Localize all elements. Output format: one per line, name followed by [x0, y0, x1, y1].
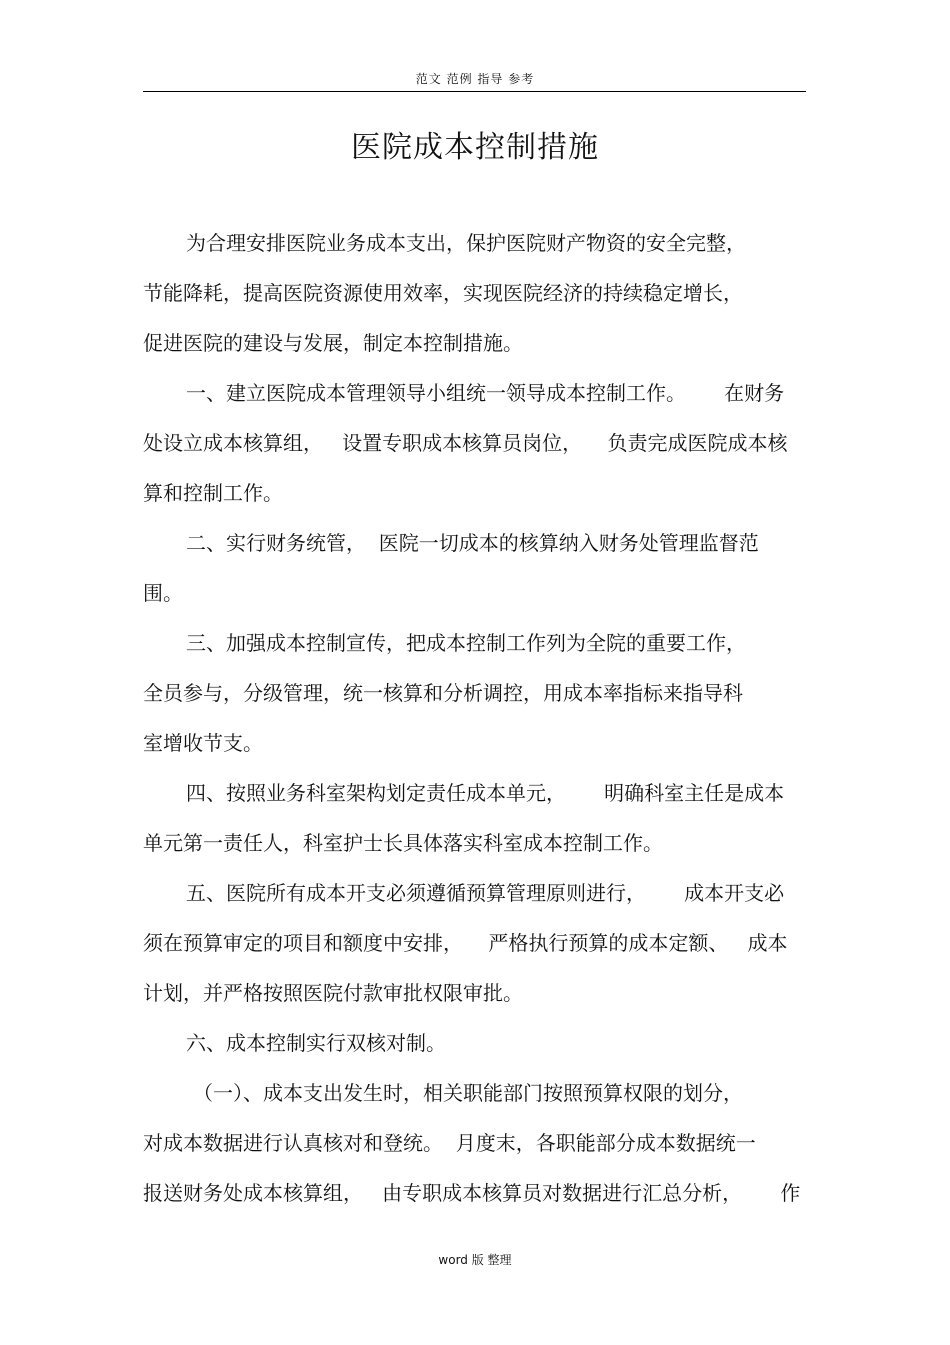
paragraph-line: 二、实行财务统管， 医院一切成本的核算纳入财务处管理监督范 [186, 531, 759, 555]
paragraph-line: 五、医院所有成本开支必须遵循预算管理原则进行， 成本开支必 [186, 881, 785, 905]
page-footer: word 版 整理 [438, 1253, 512, 1267]
paragraph-line: 节能降耗，提高医院资源使用效率，实现医院经济的持续稳定增长， [143, 281, 743, 305]
paragraph-line: 促进医院的建设与发展，制定本控制措施。 [143, 331, 523, 355]
document-body [143, 218, 806, 1218]
paragraph-line: （一）、成本支出发生时，相关职能部门按照预算权限的划分， [193, 1081, 743, 1105]
paragraph-line: 单元第一责任人，科室护士长具体落实科室成本控制工作。 [143, 831, 663, 855]
paragraph-line: 一、建立医院成本管理领导小组统一领导成本控制工作。 在财务 [186, 381, 785, 405]
paragraph-line: 计划，并严格按照医院付款审批权限审批。 [143, 981, 523, 1005]
header-rule [143, 91, 806, 92]
paragraph-line: 算和控制工作。 [143, 481, 283, 505]
paragraph-line: 全员参与，分级管理，统一核算和分析调控，用成本率指标来指导科 [143, 681, 743, 705]
paragraph-line: 处设立成本核算组， 设置专职成本核算员岗位， 负责完成医院成本核 [143, 431, 788, 455]
paragraph-line: 须在预算审定的项目和额度中安排， 严格执行预算的成本定额、 成本 [143, 931, 788, 955]
paragraph-line: 为合理安排医院业务成本支出，保护医院财产物资的安全完整， [186, 231, 746, 255]
paragraph-line: 报送财务处成本核算组， 由专职成本核算员对数据进行汇总分析， 作 [143, 1181, 801, 1205]
paragraph-line: 三、加强成本控制宣传，把成本控制工作列为全院的重要工作， [186, 631, 746, 655]
paragraph-line: 对成本数据进行认真核对和登统。 月度末，各职能部分成本数据统一 [143, 1131, 756, 1155]
document-title: 医院成本控制措施 [351, 130, 599, 165]
paragraph-line: 四、按照业务科室架构划定责任成本单元， 明确科室主任是成本 [186, 781, 785, 805]
paragraph-line: 六、成本控制实行双核对制。 [186, 1031, 446, 1055]
paragraph-line: 室增收节支。 [143, 731, 263, 755]
page-header: 范文 范例 指导 参考 [415, 72, 535, 86]
paragraph-line: 围。 [143, 581, 183, 605]
